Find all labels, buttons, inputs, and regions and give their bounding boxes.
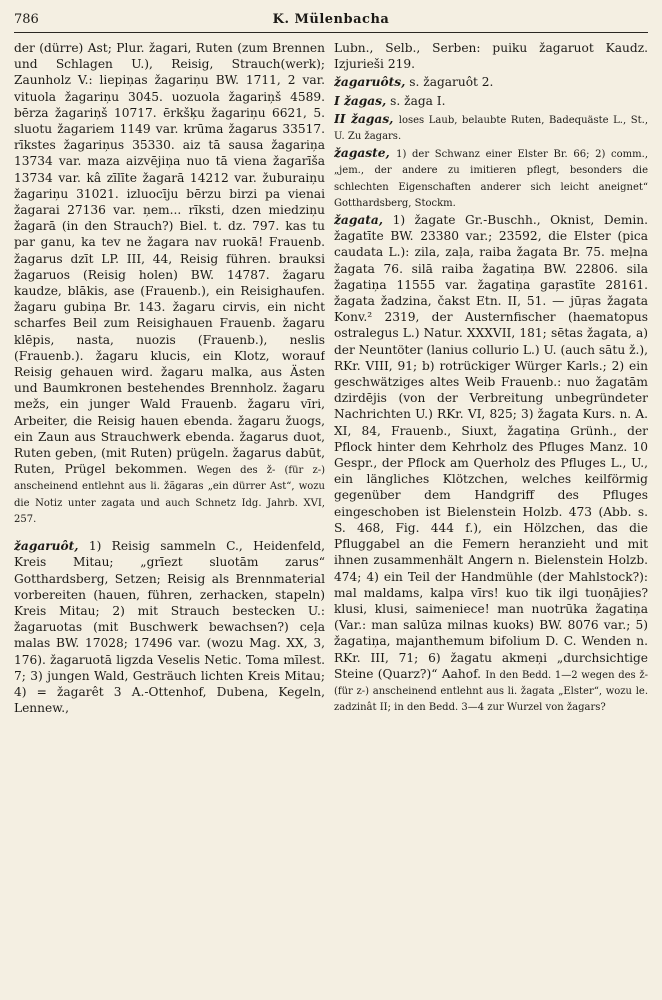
entry-text: der (dürre) Ast; Plur. žagari, Ruten (zum Brennen und Schlagen U.), Reisig, Strauch(werk); Zaunholz V.: liepiņas žagariņu BW. 1711, 2 var. vituola žagariņu 3045. uozuola žagariņš 4589. bērza žagariņš 10717. ērkšķu žagariņu 6621, 5. sluotu žagariem 1149 var. krūma žagarus 33517. rīkstes žagariņus 35330. aiz tā sausa žagariņa 13734 var. maza aizvējiņa nuo tā viena žagarīša 13734 var. kâ zīlīte žagarā 14212 var. žuburaiņu žagariņu 31021. izluocīju bērzu birzi pa vienai žagarai 27136 var. ņem... rīksti, dzen miedziņu žagarā (in den Strauch?) Biel. t. dz. 797. kas tu par ganu, ka tev ne žagara nav ruokā! Frauenb. žagarus dzīt LP. III, 44, Reisig führen. brauksi žagaruos (Reisig holen) BW. 14787. žagaru kaudze, blākis, ase (Frauenb.), ein Reisighaufen. žagaru gubiņa Br. 143. žagaru cirvis, ein nicht scharfes Beil zum Reisighauen Frauenb. žagaru klēpis, nasta, nuozis (Frauenb.), neslis (Frauenb.). žagaru klucis, ein Klotz, worauf Reisig gehauen wird. žagaru malka, aus Ästen und Baumkronen bestehendes Brennholz. žagaru mežs, ein junger Wald Frauenb. žagaru vīri, Arbeiter, die Reisig hauen ebenda. žagaru žuogs, ein Zaun aus Strauchwerk ebenda. žagarus duot, Ruten geben, (mit Ruten) prügeln. žagarus dabūt, Ruten, Prügel bekommen. (14, 41, 325, 477)
entry-text: 1) Reisig sammeln C., Heidenfeld, Kreis Mitau; „grīezt sluotām zarus“ Gotthardsberg, Setzen; Reisig als Brennmaterial vorbereiten (hauen, führen, zerhacken, stapeln) Kreis Mitau; 2) mit Strauch bestecken U.: žagaruotas (mit Buschwerk bewachsen?) ceļa malas BW. 17028; 17496 var. (wozu Mag. XX, 3, 176). žagaruotā ligzda Veselis Netic. Toma mīlest. 7; 3) jungen Wald, Gesträuch lichten Kreis Mitau; 4) = žagarêt 3 A.-Ottenhof, Dubena, Kegeln, Lennew., (14, 539, 325, 716)
entry-zagaruot-continued (334, 40, 648, 72)
entry-zagata (334, 212, 648, 714)
page-header (14, 6, 648, 33)
entry-zagars-continued (14, 40, 325, 526)
entry-zagaruot (14, 538, 325, 716)
page-number: 786 (14, 11, 39, 27)
headword: žagata, (334, 213, 384, 228)
entry-text: 1) der Schwanz einer Elster Br. 66; 2) comm., „jem., der andere zu imitieren pflegt, besonders die schlechten Eigenschaften anderer sich leicht aneignet“ Gotthardsberg, Stockm. (334, 149, 648, 209)
headword: žagaruôts, (334, 75, 406, 90)
left-column (14, 40, 325, 992)
entry-zagaruots (334, 74, 648, 90)
right-column (334, 40, 648, 992)
headword: žagaruôt, (14, 539, 79, 554)
entry-text: s. žaga I. (390, 93, 446, 108)
headword: žagaste, (334, 146, 390, 161)
headword: II žagas, (334, 111, 394, 126)
entry-zagaste (334, 145, 648, 210)
entry-zagas-1 (334, 93, 648, 109)
entry-text: 1) žagate Gr.-Buschh., Oknist, Demin. žagatīte BW. 23380 var.; 23592, die Elster (pica caudata L.): zila, zaļa, raiba žagata Br. 75. meļna žagata 76. silā raiba žagatiņa BW. 22806. sila žagatiņa 11555 var. žagatiņa gaŗastīte 28161. žagata žadzina, čakst Etn. II, 51. — jūŗas žagata Konv.² 2319, der Austernfischer (haematopus ostralegus L.) Natur. XXXVII, 181; sētas žagata, a) der Neuntöter (lanius collurio L.) U. (auch sātu ž.), RKr. VIII, 91; b) rotrückiger Würger Karls.; 2) ein geschwätziges altes Weib Frauenb.: nuo žagatām dzirdējis (von der Verbreitung unbegründeter Nachrichten U.) RKr. VI, 825; 3) žagata Kurs. n. A. XI, 84, Frauenb., Siuxt, žagatiņa Grünh., der Pflock hinter dem Kehrholz des Pfluges Manz. 10 Gespr., der Pflock am Querholz des Pfluges L., U., ein längliches Klötzchen, welches keilförmig gegenüber dem Handgriff des Pfluges eingeschoben ist Bielenstein Holzb. 473 (Abb. s. S. 468, Fig. 444 f.), ein Hölzchen, das die Pfluggabel an die Femern heranzieht und mit ihnen zusammenhält Angern n. Bielenstein Holzb. 474; 4) ein Teil der Handmühle (der Mahlstock?): mal maldams, kalpa vīrs! kuo tik ilgi tuoņājies? klusi, klusi, saimeniece! man nuotrūka žagatiņa (Var.: man salūza milnas kuoks) BW. 8076 var.; 5) žagatiņa, majanthemum bifolium D. C. Wenden n. RKr. III, 71; 6) žagatu akmeņi „durchsichtige Steine (Quarz?)“ Aahof. (334, 213, 648, 681)
entry-text: loses Laub, belaubte Ruten, Badequäste L., St., U. Zu žagars. (334, 114, 648, 143)
running-title: K. Mülenbacha (272, 11, 390, 27)
etymology-note: In den Bedd. 1—2 wegen des ž- (für z-) anscheinend entlehnt aus li. žagata „Elster“, wozu le. zadzinât II; in den Bedd. 3—4 zur Wurzel von žagars? (334, 669, 648, 714)
entry-text: s. žagaruôt 2. (409, 75, 494, 90)
entry-text: Lubn., Selb., Serben: puiku žagaruot Kaudz. Izjurieši 219. (334, 41, 648, 72)
etymology-note: Wegen des ž- (für z-) anscheinend entlehnt aus li. žãgaras „ein dürrer Ast“, wozu die Notiz unter zagata und auch Schnetz Idg. Jahrb. XVI, 257. (14, 465, 325, 525)
headword: I žagas, (334, 93, 387, 108)
entry-zagas-2 (334, 111, 648, 143)
